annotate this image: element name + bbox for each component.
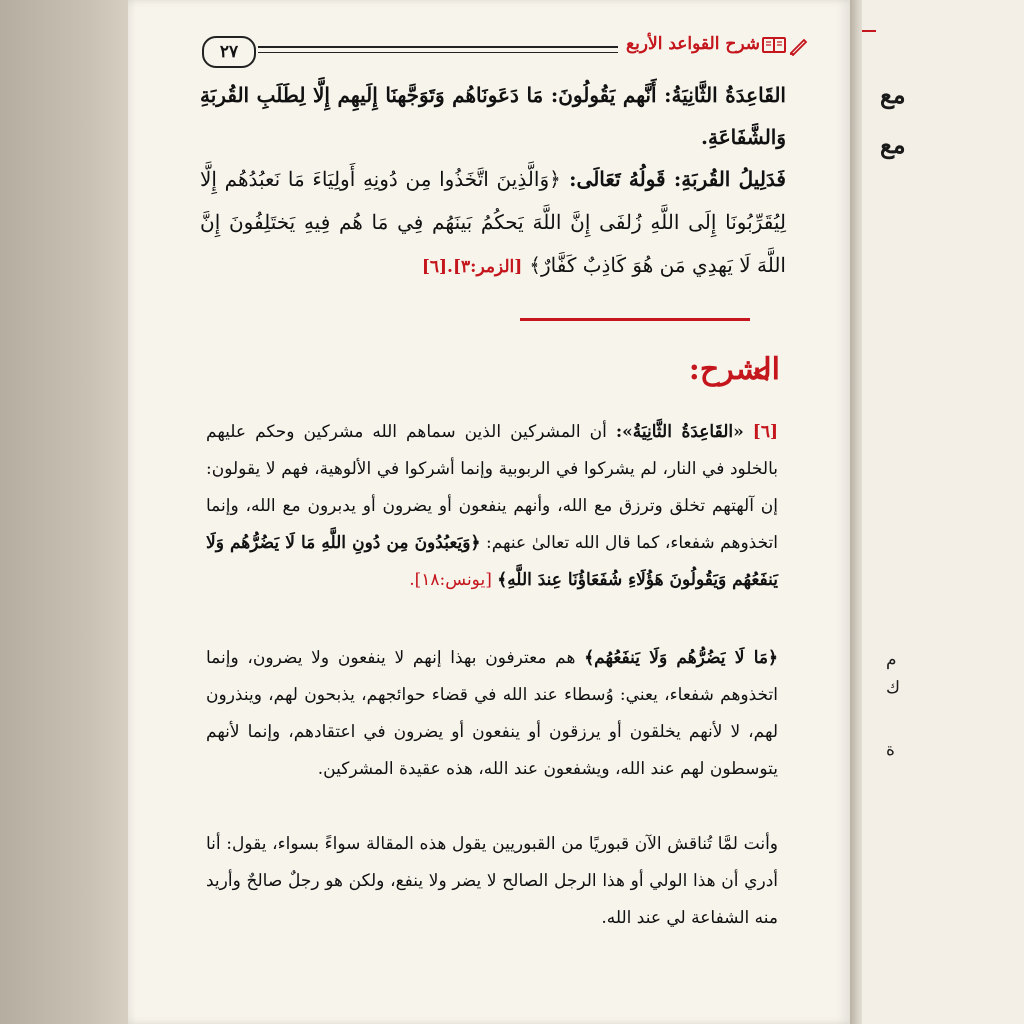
facing-fragment: م (886, 650, 897, 670)
commentary-label: «القَاعِدَةُ الثَّانِيَةُ»: (615, 422, 744, 442)
evidence-label: فَدَلِيلُ القُربَةِ: (673, 167, 786, 191)
commentary-heading: الشرح: (688, 352, 780, 387)
open-book-icon (762, 36, 786, 54)
quran-verse: ﴿وَيَعبُدُونَ مِن دُونِ اللَّهِ مَا لَا يَضُرُّهُم وَلَا يَنفَعُهُم وَيَقُولُونَ هَؤُلَاءِ شُفَعَاؤُنَا عِندَ اللَّهِ﴾ (206, 533, 778, 590)
book-gutter (850, 0, 862, 1024)
verse-reference: [يونس:١٨]. (409, 570, 492, 590)
background-left (0, 0, 128, 1024)
facing-fragment: ك (886, 678, 901, 698)
header-rule (258, 46, 618, 53)
rule-statement (200, 74, 786, 158)
verse-reference: [الزمر:٣] (452, 257, 523, 277)
facing-fragment: مع (880, 80, 906, 109)
page-header (196, 30, 806, 70)
page-number: ٢٧ (202, 36, 256, 68)
facing-fragment: مع (880, 130, 906, 159)
rule-label: القَاعِدَةُ الثَّانِيَةُ: (664, 83, 786, 107)
commentary-paragraph-3 (206, 826, 778, 937)
commentary-text: أن المشركين الذين سماهم الله مشركين وحكم عليهم بالخلود في النار، لم يشركوا في الربوبية وإنما أشركوا في الألوهية، فهم لا يقولون: إن آلهتهم تخلق وترزق مع الله، وأنهم ينفعون أو يضرون أو يدبرون مع الله، وإنما اتخذوهم شفعاء، كما قال الله تعالىٰ عنهم: (206, 422, 779, 553)
rule-text: أَنَّهم يَقُولُونَ: مَا دَعَونَاهُم وَتَوَجَّهنَا إِلَيهِم إِلَّا لِطَلَبِ القُربَةِ وَالشَّفَاعَةِ. (200, 83, 786, 149)
footnote-reference: .[٦] (421, 257, 453, 277)
commentary-paragraph-2 (206, 640, 778, 788)
section-divider (520, 318, 750, 321)
facing-fragment: ة (886, 740, 895, 760)
quran-verse: ﴿وَالَّذِينَ اتَّخَذُوا مِن دُونِهِ أَولِيَاءَ مَا نَعبُدُهُم إِلَّا لِيُقَرِّبُونَا إِلَى اللَّهِ زُلفَى إِنَّ اللَّهَ يَحكُمُ بَينَهُم فِي مَا هُم فِيهِ يَختَلِفُونَ إِنَّ اللَّهَ لَا يَهدِي مَن هُوَ كَاذِبٌ كَفَّارٌ﴾ (200, 167, 786, 277)
facing-page (862, 0, 1024, 1024)
evidence-intro: قَولُهُ تَعَالَى: (569, 167, 666, 191)
commentary-paragraph-1 (206, 414, 778, 599)
rule-evidence (200, 158, 786, 289)
commentary-text: هم معترفون بهذا إنهم لا ينفعون ولا يضرون، وإنما اتخذوهم شفعاء، يعني: وُسطاء عند الله في قضاء حوائجهم، يذبحون لهم، وينذرون لهم، لا لأنهم يخلقون أو يرزقون أو ينفعون أو يضرون في اعتقادهم، وإنما لأنهم يتوسطون لهم عند الله، ويشفعون عند الله، هذه عقيدة المشركين. (206, 648, 778, 779)
quill-pen-icon (788, 36, 808, 56)
quran-verse: ﴿مَا لَا يَضُرُّهُم وَلَا يَنفَعُهُم﴾ (584, 648, 778, 668)
footnote-number: [٦] (752, 422, 779, 442)
commentary-text: وأنت لمَّا تُناقش الآن قبوريًا من القبوريين يقول هذه المقالة سواءً بسواء، يقول: أنا أدري أن هذا الولي أو هذا الرجل الصالح لا يضر ولا ينفع، ولكن هو رجلٌ صالحٌ وأريد منه الشفاعة لي عند الله. (206, 834, 778, 928)
running-title: شرح القواعد الأربع (626, 34, 760, 54)
